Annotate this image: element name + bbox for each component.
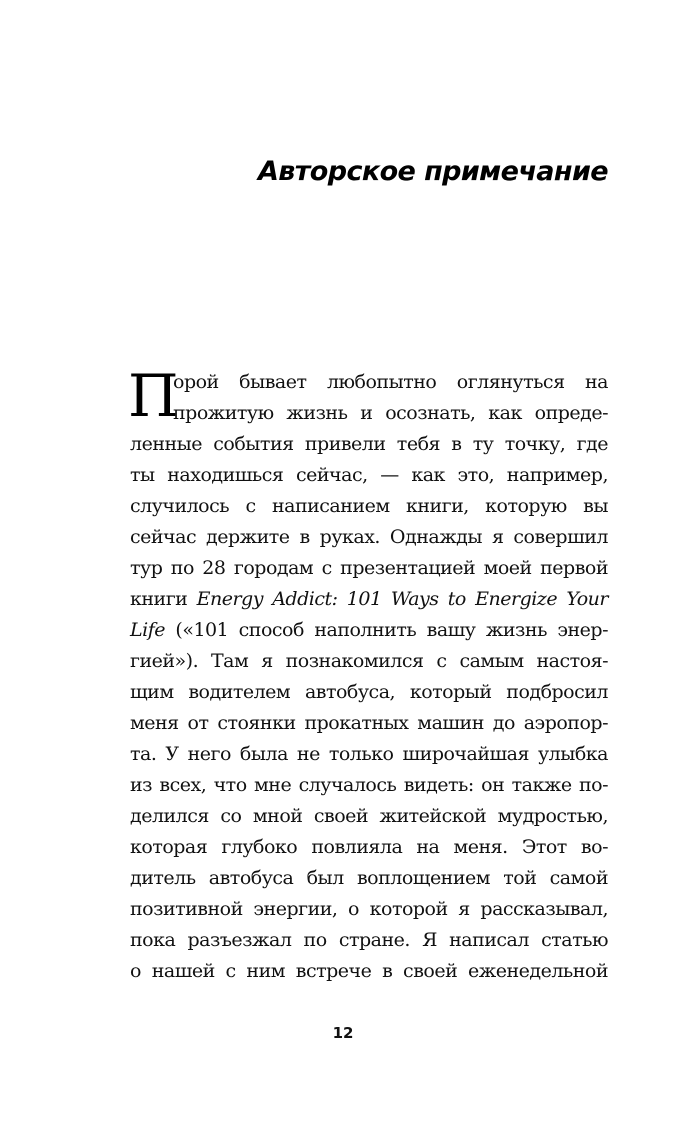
book-title-italic: Life	[130, 619, 165, 641]
text-line: позитивной энергии, о которой я рассказывал,	[130, 898, 608, 920]
text-line: сейчас держите в руках. Однажды я совершил	[130, 526, 608, 548]
page-number: 12	[332, 1024, 354, 1042]
text-line: тур по 28 городам с презентацией моей первой	[130, 557, 608, 579]
text-line: прожитую жизнь и осознать, как опреде-	[173, 402, 608, 424]
text-fragment: («101 способ наполнить вашу жизнь энер-	[164, 619, 608, 641]
text-line: гией»). Там я познакомился с самым настоя-	[130, 650, 608, 672]
text-line: случилось с написанием книги, которую вы	[130, 495, 608, 517]
text-line: дитель автобуса был воплощением той самой	[130, 867, 608, 889]
text-fragment: книги	[130, 588, 197, 610]
text-line: которая глубоко повлияла на меня. Этот во-	[130, 836, 608, 858]
text-line: щим водителем автобуса, который подбросил	[130, 681, 608, 703]
body-paragraph	[128, 362, 608, 987]
text-line: ленные события привели тебя в ту точку, где	[130, 433, 608, 455]
text-line: делился со мной своей житейской мудростью,	[130, 805, 608, 827]
chapter-title: Авторское примечание	[257, 156, 608, 187]
text-line	[130, 615, 608, 646]
drop-cap: П	[128, 362, 179, 430]
text-line: орой бывает любопытно оглянуться на	[173, 371, 608, 393]
text-line: та. У него была не только широчайшая улыбка	[130, 743, 608, 765]
text-line	[130, 584, 608, 615]
book-title-italic: Energy Addict: 101 Ways to Energize Your	[196, 588, 608, 610]
text-line: о нашей с ним встрече в своей еженедельной	[130, 960, 608, 982]
text-line: меня от стоянки прокатных машин до аэропор-	[130, 712, 608, 734]
text-line: ты находишься сейчас, — как это, например,	[130, 464, 608, 486]
text-line: пока разъезжал по стране. Я написал статью	[130, 929, 608, 951]
text-line: из всех, что мне случалось видеть: он также по-	[130, 774, 608, 796]
